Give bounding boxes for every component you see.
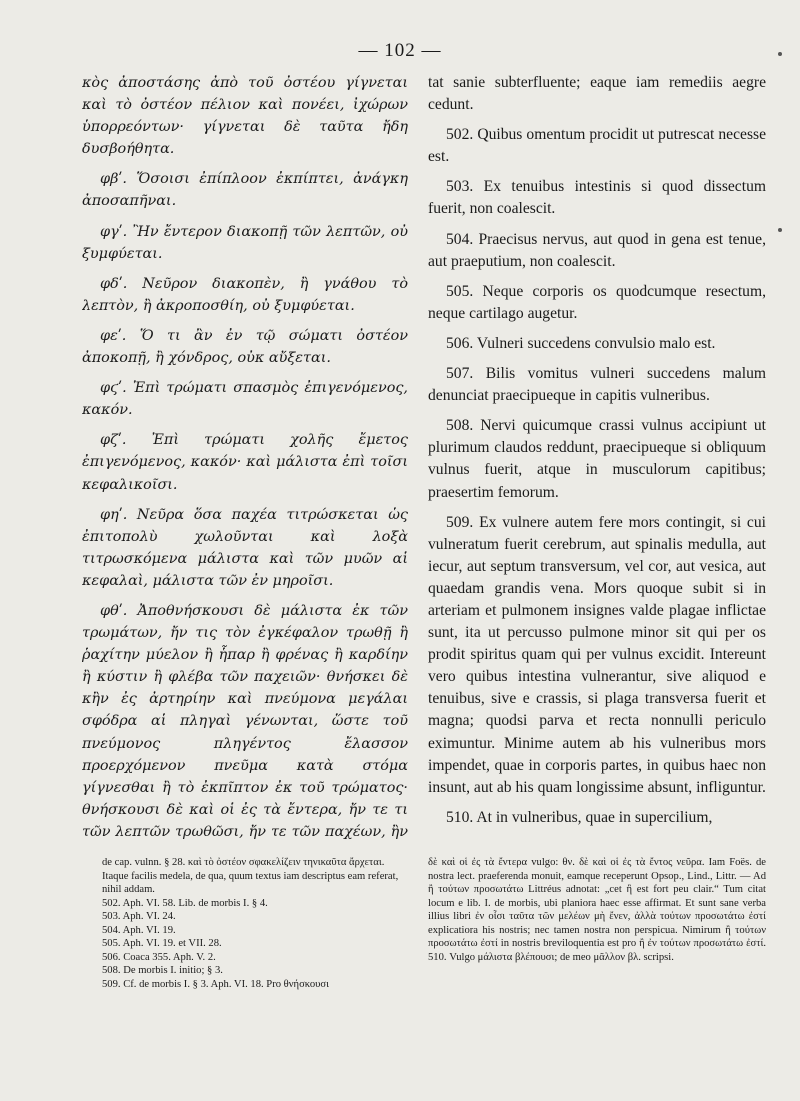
footnote: 502. Aph. VI. 58. Lib. de morbis I. § 4. (102, 897, 268, 909)
greek-paragraph: φβʹ. Ὅσοισι ἐπίπλοον ἐκπίπτει, ἀνάγκη ἀποσαπῆναι. (82, 171, 408, 210)
latin-paragraph: 505. Neque corporis os quodcumque resectum, neque cartilago augetur. (428, 282, 766, 322)
margin-mark (778, 52, 782, 56)
footnotes-right (428, 856, 766, 1088)
greek-paragraph: φθʹ. Ἀποθνήσκουσι δὲ μάλιστα ἐκ τῶν τρωμάτων, ἤν τις τὸν ἐγκέφαλον τρωθῇ ἢ ῥαχίτην μύελον ἢ ἧπαρ ἢ φρένας ἢ καρδίην ἢ κύστιν ἢ φλέβα τῶν παχειῶν· θνήσκει δὲ κἢν ἐς ἀρτηρίην καὶ πνεύμονα μεγάλαι σφόδρα αἱ πληγαὶ γένωνται, ὥστε τοῦ πνεύμονος πληγέντος ἔλασσον προερχόμενον πνεῦμα κατὰ στόμα γίγνεσθαι ἢ τὸ ἐκπῖπτον ἐκ τοῦ τρώματος· θνήσκουσι δὲ καὶ οἱ ἐς τὰ ἔντερα, ἤν τε τι τῶν λεπτῶν τρωθῶσι, ἤν τε τῶν παχέων, ἢν (82, 602, 408, 840)
latin-paragraph: 506. Vulneri succedens convulsio malo est. (446, 334, 716, 352)
latin-paragraph: 509. Ex vulnere autem fere mors contingit, si cui vulneratum fuerit cerebrum, aut spinalis medulla, aut iecur, aut septum transversum, vel cor, aut vesica, aut quaedam grandis vena. Mors quoque subit si in arteriam et pulmonem insignes valde plagae inflictae sunt, ita ut percusso pulmone minor sit qui per os prodit spiritus quam qui per vulnus excidit. Intereunt vero quibus intestina vulnerantur, sive aliquod e tenuibus, sive e crassis, si plaga transversa fuerit et magna; quodsi parva et recta nonnulli periculo eximuntur. Minime autem ab his vulneribus mors impendet, quae in corporis partes, in quibus haec non insunt, aut ab his quam longissime absunt, infliguntur. (428, 513, 766, 796)
footnote: δὲ καὶ οἱ ἐς τὰ ἔντερα vulgo: θν. δὲ καὶ οἱ ἐς τὰ ἔντος νεῦρα. Iam Foës. de nostra lect. praeferenda monuit, eamque receperunt Opsop., Lind., Littr. — Ad ἢ τούτων προσωτάτω Littréus adnotat: „cet ἢ est fort peu clair.“ Tum citat locum e lib. I. de morbis, ubi planiora haec esse affirmat. Et sunt sane verba illius libri ἐν οἷσι ταῦτα τῶν μελέων μὴ ἔνεν, ἀλλὰ τούτων προσωτάτω ἐστί explicatiora his nostris; nec tamen nostra non perspicua. Nimirum ἢ τούτων προσωτάτω ἐστί in nostris breviloquentia est pro ἢ ἐν τούτων προσωτάτω ἐστί. 510. Vulgo μάλιστα βλέπουσι; de meo μᾶλλον βλ. scripsi. (428, 857, 766, 963)
latin-paragraph: 508. Nervi quicumque crassi vulnus accipiunt ut plurimum claudos reddunt, praecipueque si obliquum vulnus fuerit, atque in musculorum capitibus; praesertim femorum. (428, 417, 766, 501)
footnote: 504. Aph. VI. 19. (102, 924, 176, 936)
greek-paragraph: φζʹ. Ἐπὶ τρώματι χολῆς ἔμετος ἐπιγενόμενος, κακόν· καὶ μάλιστα ἐπὶ τοῖσι κεφαλικοῖσι. (82, 432, 408, 493)
footnote: de cap. vulnn. § 28. καὶ τὸ ὀστέον σφακελίζειν τηνικαῦτα ἄρχεται. Itaque facilis medela, de qua, quum textus iam descriptus eam referat, nihil addam. (102, 857, 399, 895)
page-number: — 102 — (358, 40, 442, 61)
latin-paragraph: 503. Ex tenuibus intestinis si quod dissectum fuerit, non coalescit. (428, 178, 766, 218)
footnote: 503. Aph. VI. 24. (102, 911, 176, 922)
greek-paragraph: φϛʹ. Ἐπὶ τρώματι σπασμὸς ἐπιγενόμενος, κακόν. (82, 380, 408, 419)
footnotes-left (102, 856, 412, 1088)
latin-paragraph: 504. Praecisus nervus, aut quod in gena est tenue, aut praeputium, non coalescit. (428, 230, 766, 270)
latin-paragraph: 502. Quibus omentum procidit ut putrescat necesse est. (428, 126, 766, 166)
footnote: 509. Cf. de morbis I. § 3. Aph. VI. 18. Pro θνήσκουσι (102, 978, 329, 990)
footnote: 505. Aph. VI. 19. et VII. 28. (102, 938, 222, 949)
latin-paragraph: tat sanie subterfluente; eaque iam remediis aegre cedunt. (428, 74, 766, 114)
greek-paragraph: φηʹ. Νεῦρα ὅσα παχέα τιτρώσκεται ὡς ἐπιτοπολὺ χωλοῦνται καὶ λοξὰ τιτρωσκόμενα μάλιστα καὶ τῶν μυῶν αἱ κεφαλαὶ, μάλιστα τῶν ἐν μηροῖσι. (82, 506, 408, 589)
footnote: 506. Coaca 355. Aph. V. 2. (102, 951, 216, 963)
greek-paragraph: φεʹ. Ὅ τι ἂν ἐν τῷ σώματι ὀστέον ἀποκοπῇ, ἢ χόνδρος, οὐκ αὔξεται. (82, 327, 408, 367)
latin-paragraph: 507. Bilis vomitus vulneri succedens malum denunciat praecipueque in capitis vulneribus. (428, 365, 766, 405)
greek-paragraph: φδʹ. Νεῦρον διακοπὲν, ἢ γνάθου τὸ λεπτὸν, ἢ ἀκροποσθίη, οὐ ξυμφύεται. (82, 275, 408, 314)
greek-paragraph: κὸς ἀποστάσης ἀπὸ τοῦ ὀστέου γίγνεται καὶ τὸ ὀστέον πέλιον καὶ πονέει, ἰχώρων ὑπορρεόντων· γίγνεται δὲ ταῦτα ἤδη δυσβοήθητα. (82, 75, 408, 158)
latin-paragraph: 510. At in vulneribus, quae in supercilium, (446, 808, 713, 826)
greek-paragraph: φγʹ. Ἢν ἔντερον διακοπῇ τῶν λεπτῶν, οὐ ξυμφύεται. (82, 223, 408, 262)
latin-text-column (428, 72, 766, 842)
margin-mark (778, 228, 782, 232)
greek-text-column (82, 72, 408, 842)
footnote: 508. De morbis I. initio; § 3. (102, 965, 223, 976)
